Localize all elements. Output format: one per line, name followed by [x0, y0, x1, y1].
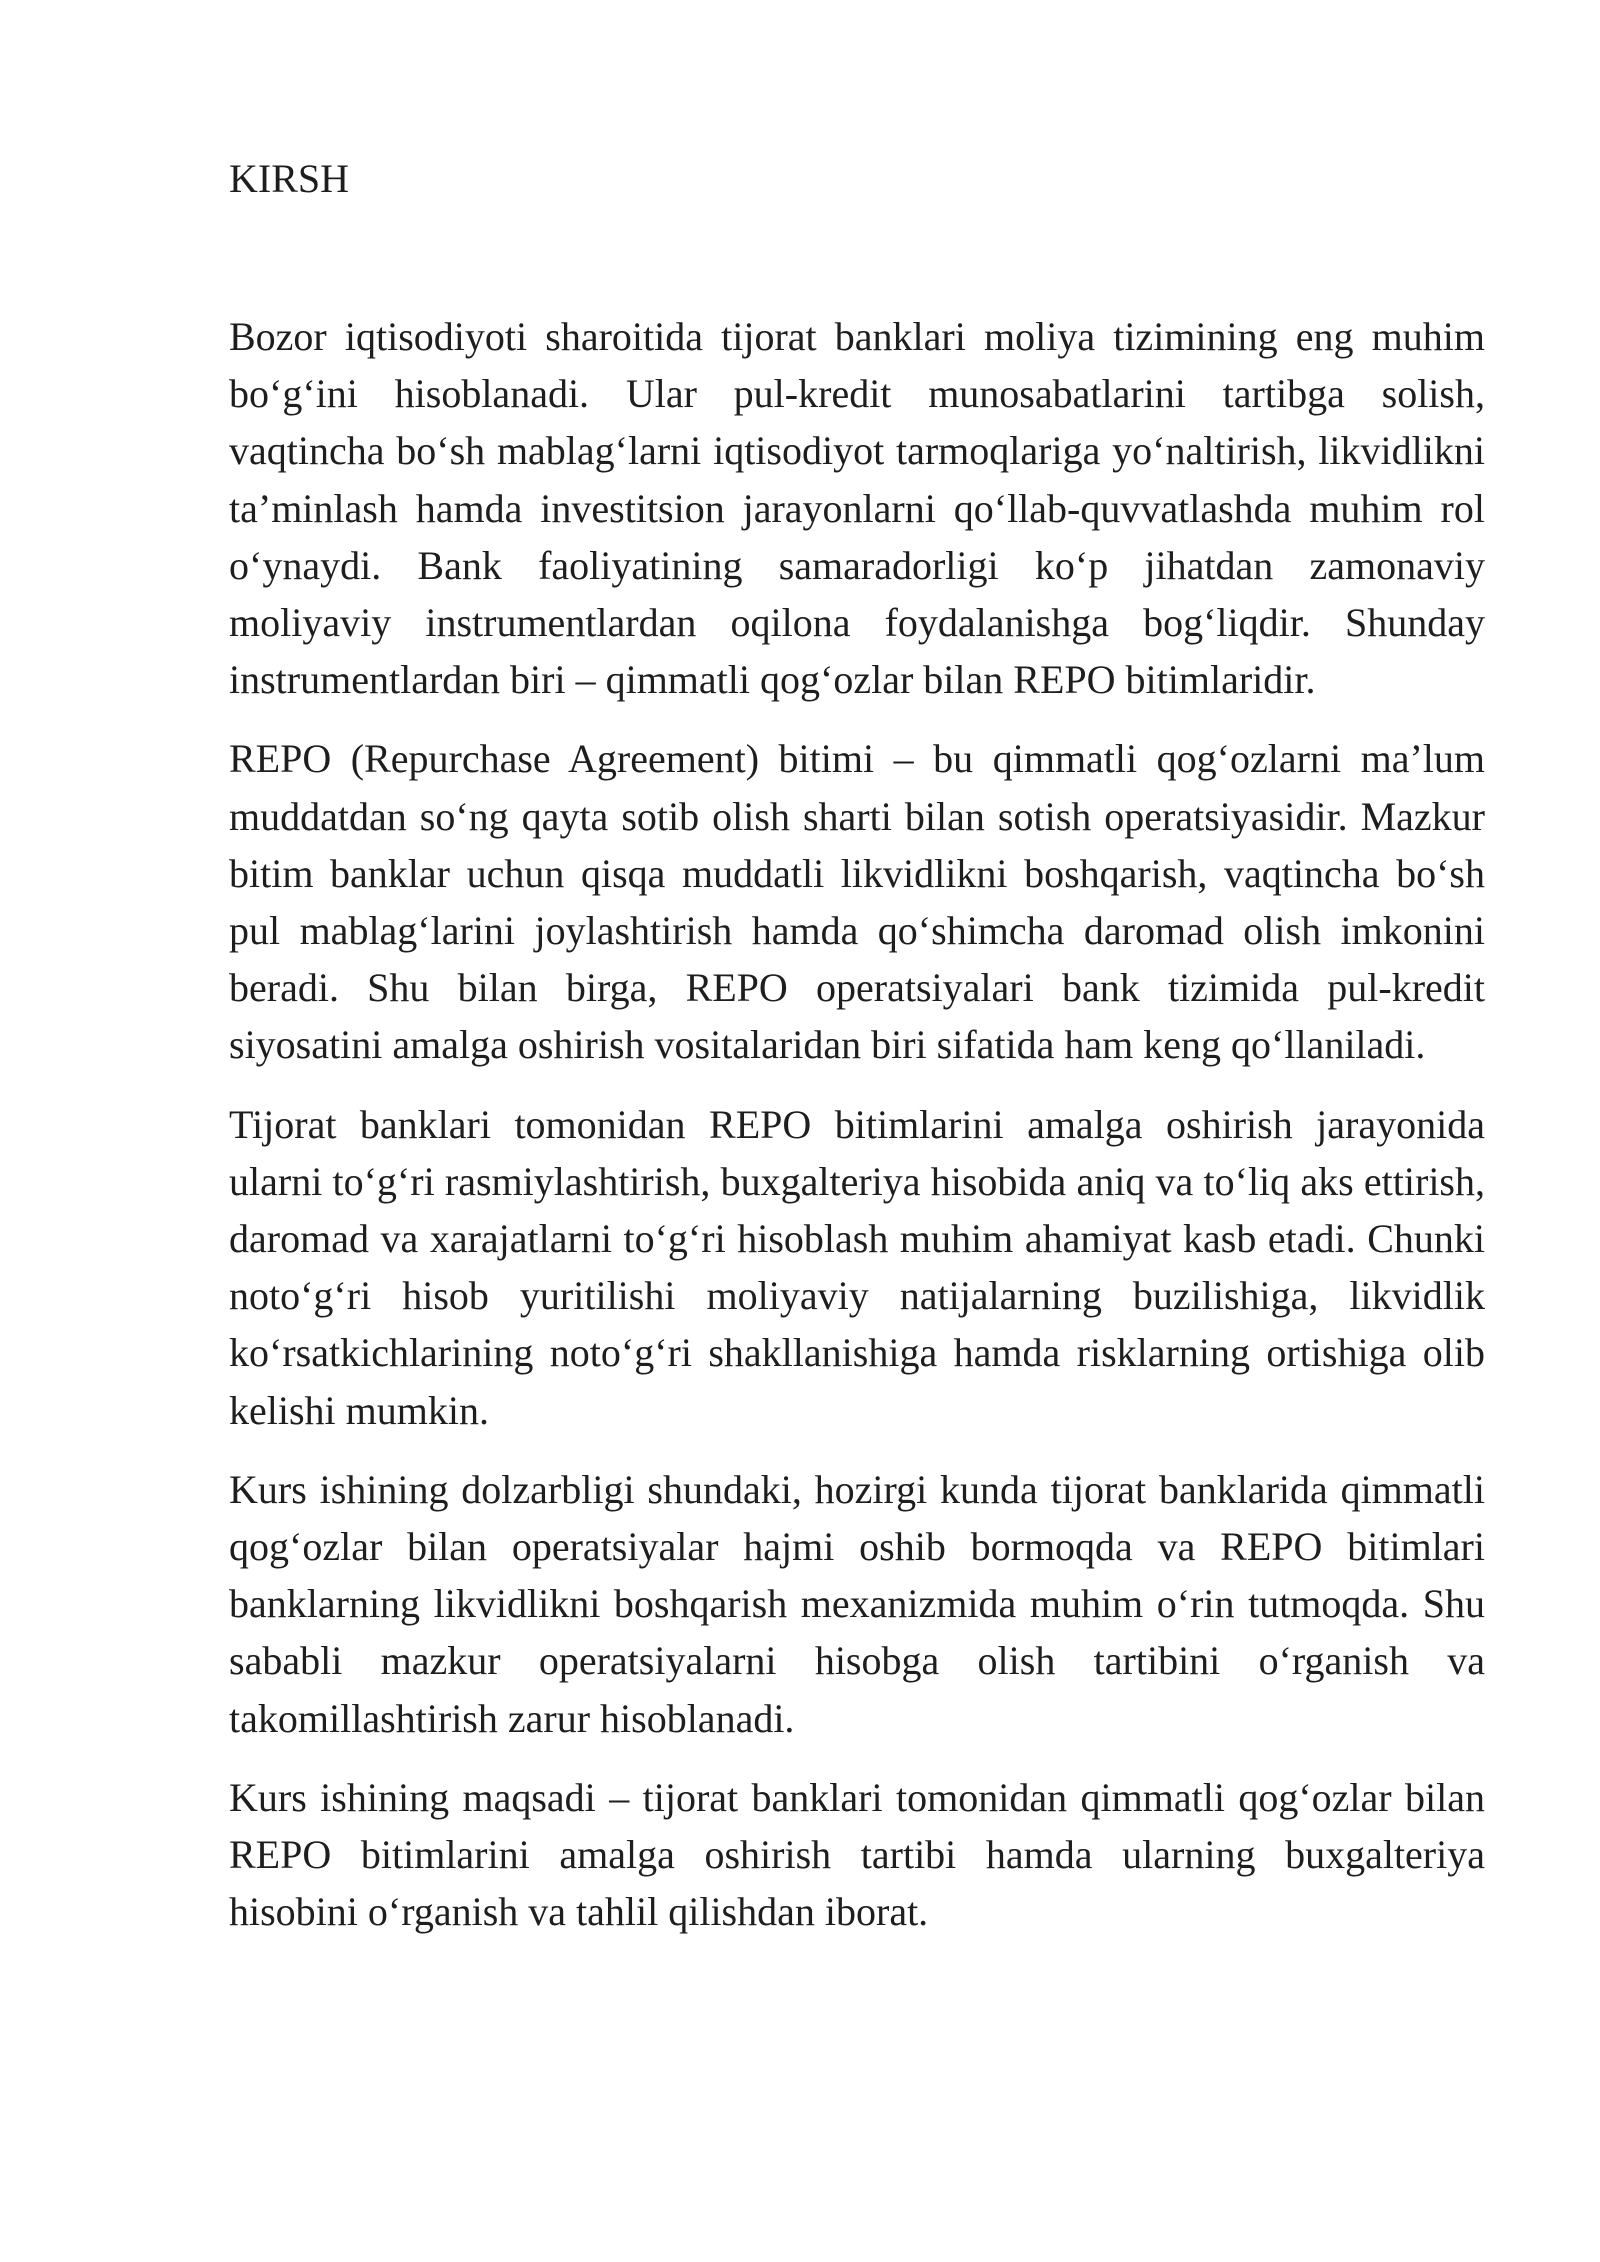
paragraph-4: Kurs ishining dolzarbligi shundaki, hozirgi kunda tijorat banklarida qimmatli qog‘ozlar bilan operatsiyalar hajmi oshib bormoqda va REPO bitimlari banklarning likvidlikni boshqarish mexanizmida muhim o‘rin tutmoqda. Shu sababli mazkur operatsiyalarni hisobga olish tartibini o‘rganish va takomillashtirish zarur hisoblanadi.: [229, 1466, 1485, 1741]
document-body: [229, 150, 1485, 1940]
paragraph-3: Tijorat banklari tomonidan REPO bitimlarini amalga oshirish jarayonida ularni to‘g‘ri rasmiylashtirish, buxgalteriya hisobida aniq va to‘liq aks ettirish, daromad va xarajatlarni to‘g‘ri hisoblash muhim ahamiyat kasb etadi. Chunki noto‘g‘ri hisob yuritilishi moliyaviy natijalarning buzilishiga, likvidlik ko‘rsatkichlarining noto‘g‘ri shakllanishiga hamda risklarning ortishiga olib kelishi mumkin.: [229, 1101, 1485, 1433]
paragraph-2: REPO (Repurchase Agreement) bitimi – bu qimmatli qog‘ozlarni ma’lum muddatdan so‘ng qayta sotib olish sharti bilan sotish operatsiyasidir. Mazkur bitim banklar uchun qisqa muddatli likvidlikni boshqarish, vaqtincha bo‘sh pul mablag‘larini joylashtirish hamda qo‘shimcha daromad olish imkonini beradi. Shu bilan birga, REPO operatsiyalari bank tizimida pul-kredit siyosatini amalga oshirish vositalaridan biri sifatida ham keng qo‘llaniladi.: [229, 736, 1485, 1068]
paragraph-5: Kurs ishining maqsadi – tijorat banklari tomonidan qimmatli qog‘ozlar bilan REPO bitimlarini amalga oshirish tartibi hamda ularning buxgalteriya hisobini o‘rganish va tahlil qilishdan iborat.: [229, 1774, 1485, 1935]
paragraph-1: Bozor iqtisodiyoti sharoitida tijorat banklari moliya tizimining eng muhim bo‘g‘ini hisoblanadi. Ular pul-kredit munosabatlarini tartibga solish, vaqtincha bo‘sh mablag‘larni iqtisodiyot tarmoqlariga yo‘naltirish, likvidlikni ta’minlash hamda investitsion jarayonlarni qo‘llab-quvvatlashda muhim rol o‘ynaydi. Bank faoliyatining samaradorligi ko‘p jihatdan zamonaviy moliyaviy instrumentlardan oqilona foydalanishga bog‘liqdir. Shunday instrumentlardan biri – qimmatli qog‘ozlar bilan REPO bitimlaridir.: [229, 314, 1485, 703]
page-title: KIRSH: [229, 156, 350, 201]
